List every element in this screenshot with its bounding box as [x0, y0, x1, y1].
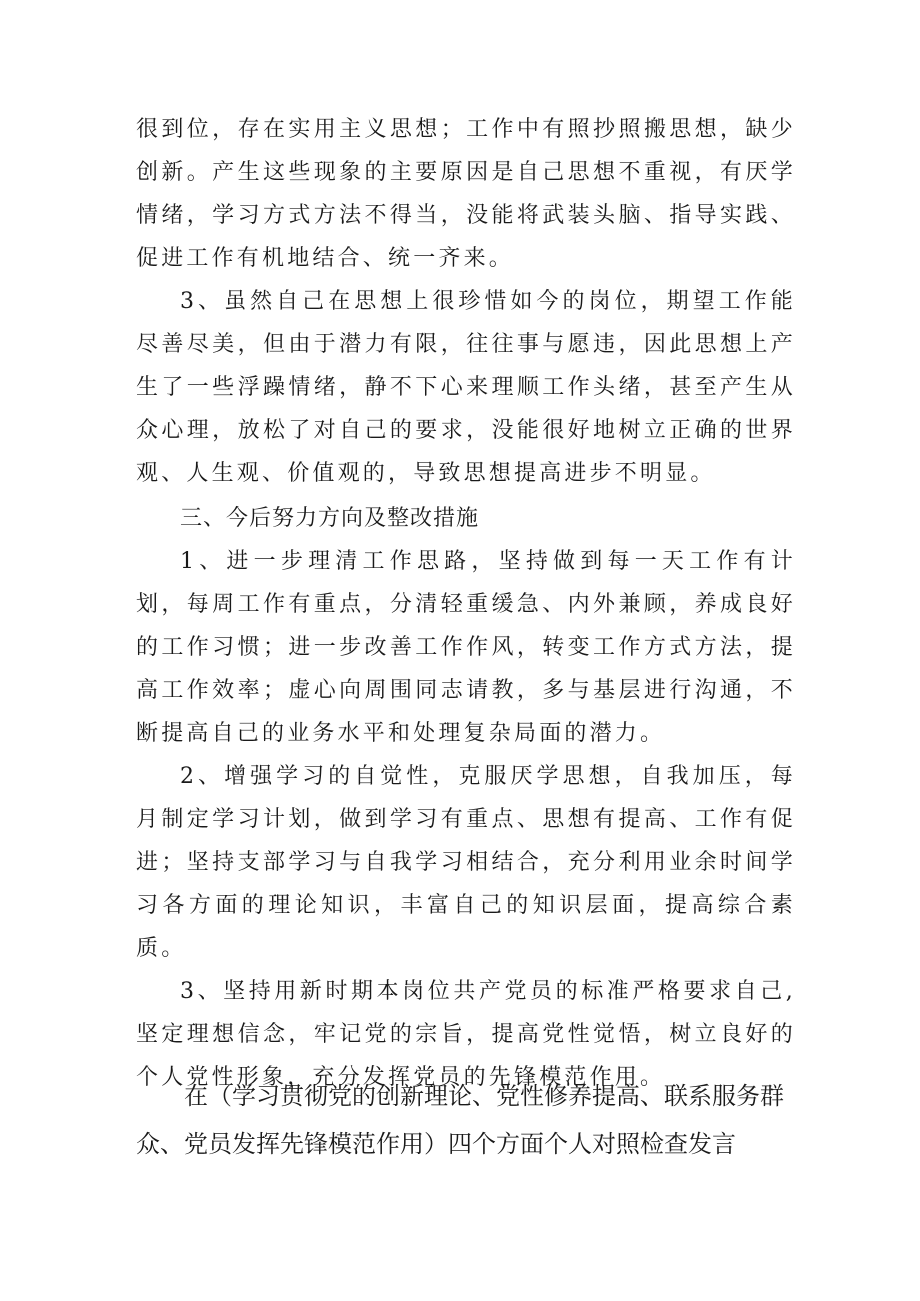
- document-body: [136, 108, 796, 1099]
- paragraph-measure-3: 3、坚持用新时期本岗位共产党员的标准严格要求自己,坚定理想信念，牢记党的宗旨，提高党性觉悟，树立良好的个人党性形象，充分发挥党员的先锋模范作用。: [136, 979, 796, 1090]
- next-document-title: 在（学习贯彻党的创新理论、党性修养提高、联系服务群众、党员发挥先锋模范作用）四个方面个人对照检查发言: [136, 1082, 784, 1158]
- paragraph-continuation: 很到位，存在实用主义思想；工作中有照抄照搬思想，缺少创新。产生这些现象的主要原因是自己思想不重视，有厌学情绪，学习方式方法不得当，没能将武装头脑、指导实践、促进工作有机地结合、统一齐来。: [136, 117, 796, 271]
- paragraph-item-3-mindset: 3、虽然自己在思想上很珍惜如今的岗位，期望工作能尽善尽美，但由于潜力有限，往往事与愿违，因此思想上产生了一些浮躁情绪，静不下心来理顺工作头绪，甚至产生从众心理，放松了对自己的要求，没能很好地树立正确的世界观、人生观、价值观的，导致思想提高进步不明显。: [136, 289, 796, 486]
- section-heading-3: 三、今后努力方向及整改措施: [180, 506, 480, 531]
- paragraph-measure-1: 1、进一步理清工作思路，坚持做到每一天工作有计划，每周工作有重点，分清轻重缓急、内外兼顾，养成良好的工作习惯；进一步改善工作作风，转变工作方式方法，提高工作效率；虚心向周围同志请教，多与基层进行沟通，不断提高自己的业务水平和处理复杂局面的潜力。: [136, 549, 796, 746]
- paragraph-measure-2: 2、增强学习的自觉性，克服厌学思想，自我加压，每月制定学习计划，做到学习有重点、思想有提高、工作有促进；坚持支部学习与自我学习相结合，充分利用业余时间学习各方面的理论知识，丰富自己的知识层面，提高综合素质。: [136, 764, 796, 961]
